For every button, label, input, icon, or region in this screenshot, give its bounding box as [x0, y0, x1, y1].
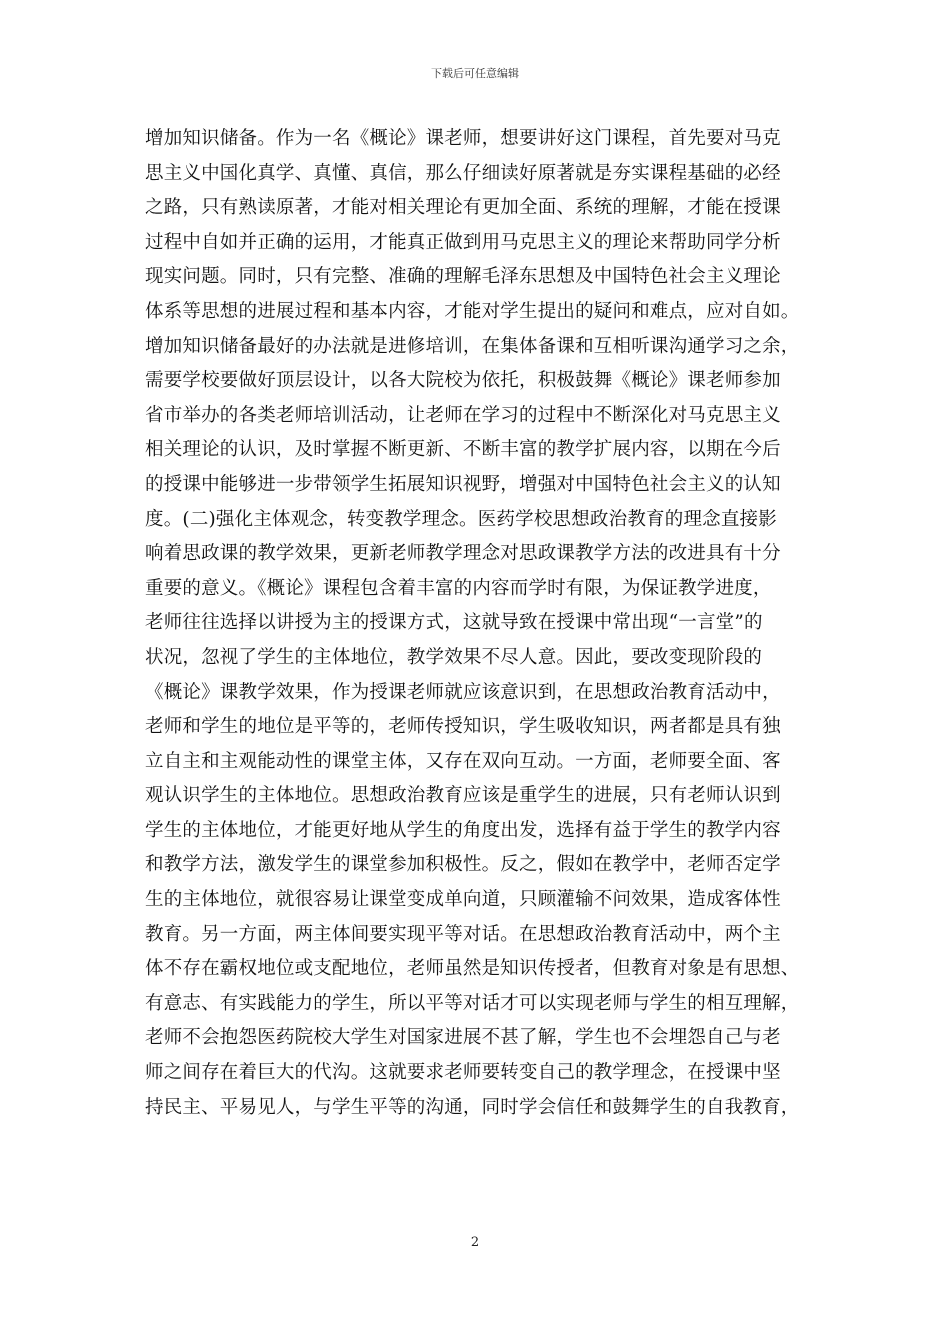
- text-line: 老师和学生的地位是平等的，老师传授知识，学生吸收知识，两者都是具有独: [145, 716, 781, 738]
- text-line: 观认识学生的主体地位。思想政治教育应该是重学生的进展，只有老师认识到: [145, 785, 781, 807]
- text-line: 立自主和主观能动性的课堂主体，又存在双向互动。一方面，老师要全面、客: [145, 750, 781, 772]
- text-line: 重要的意义。《概论》课程包含着丰富的内容而学时有限，为保证教学进度，: [145, 577, 772, 599]
- text-line: 状况，忽视了学生的主体地位，教学效果不尽人意。因此，要改变现阶段的: [145, 646, 763, 668]
- text-line: 需要学校要做好顶层设计，以各大院校为依托，积极鼓舞《概论》课老师参加: [145, 370, 781, 392]
- text-line: 相关理论的认识，及时掌握不断更新、不断丰富的教学扩展内容，以期在今后: [145, 439, 781, 461]
- text-line: 老师不会抱怨医药院校大学生对国家进展不甚了解，学生也不会埋怨自己与老: [145, 1027, 781, 1049]
- text-line: 师之间存在着巨大的代沟。这就要求老师要转变自己的教学理念，在授课中坚: [145, 1062, 781, 1084]
- body-text: [145, 122, 825, 1125]
- text-line: 度。(二)强化主体观念，转变教学理念。医药学校思想政治教育的理念直接影: [145, 508, 777, 530]
- text-line: 增加知识储备。作为一名《概论》课老师，想要讲好这门课程，首先要对马克: [145, 128, 781, 149]
- text-line: 体系等思想的进展过程和基本内容，才能对学生提出的疑问和难点，应对自如。: [145, 300, 800, 322]
- text-line: 学生的主体地位，才能更好地从学生的角度出发，选择有益于学生的教学内容: [145, 819, 781, 841]
- page-header: 下载后可任意编辑: [431, 67, 519, 80]
- text-line: 生的主体地位，就很容易让课堂变成单向道，只顾灌输不问效果，造成客体性: [145, 889, 781, 911]
- text-line: 持民主、平易见人，与学生平等的沟通，同时学会信任和鼓舞学生的自我教育，: [145, 1096, 800, 1118]
- text-line: 教育。另一方面，两主体间要实现平等对话。在思想政治教育活动中，两个主: [145, 923, 781, 945]
- text-line: 过程中自如并正确的运用，才能真正做到用马克思主义的理论来帮助同学分析: [145, 231, 781, 253]
- text-line: 省市举办的各类老师培训活动，让老师在学习的过程中不断深化对马克思主义: [145, 404, 781, 426]
- text-line: 有意志、有实践能力的学生，所以平等对话才可以实现老师与学生的相互理解，: [145, 992, 800, 1014]
- text-line: 思主义中国化真学、真懂、真信，那么仔细读好原著就是夯实课程基础的必经: [145, 162, 781, 184]
- text-line: 《概论》课教学效果，作为授课老师就应该意识到，在思想政治教育活动中，: [145, 681, 781, 703]
- page-number: 2: [470, 1235, 480, 1250]
- text-line: 老师往往选择以讲授为主的授课方式，这就导致在授课中常出现“一言堂”的: [145, 612, 763, 634]
- text-line: 体不存在霸权地位或支配地位，老师虽然是知识传授者，但教育对象是有思想、: [145, 958, 800, 980]
- text-line: 和教学方法，激发学生的课堂参加积极性。反之，假如在教学中，老师否定学: [145, 854, 781, 876]
- text-line: 的授课中能够进一步带领学生拓展知识视野，增强对中国特色社会主义的认知: [145, 473, 781, 495]
- text-line: 之路，只有熟读原著，才能对相关理论有更加全面、系统的理解，才能在授课: [145, 197, 781, 219]
- text-line: 响着思政课的教学效果，更新老师教学理念对思政课教学方法的改进具有十分: [145, 543, 781, 565]
- text-line: 现实问题。同时，只有完整、准确的理解毛泽东思想及中国特色社会主义理论: [145, 266, 781, 288]
- text-line: 增加知识储备最好的办法就是进修培训，在集体备课和互相听课沟通学习之余，: [145, 335, 800, 357]
